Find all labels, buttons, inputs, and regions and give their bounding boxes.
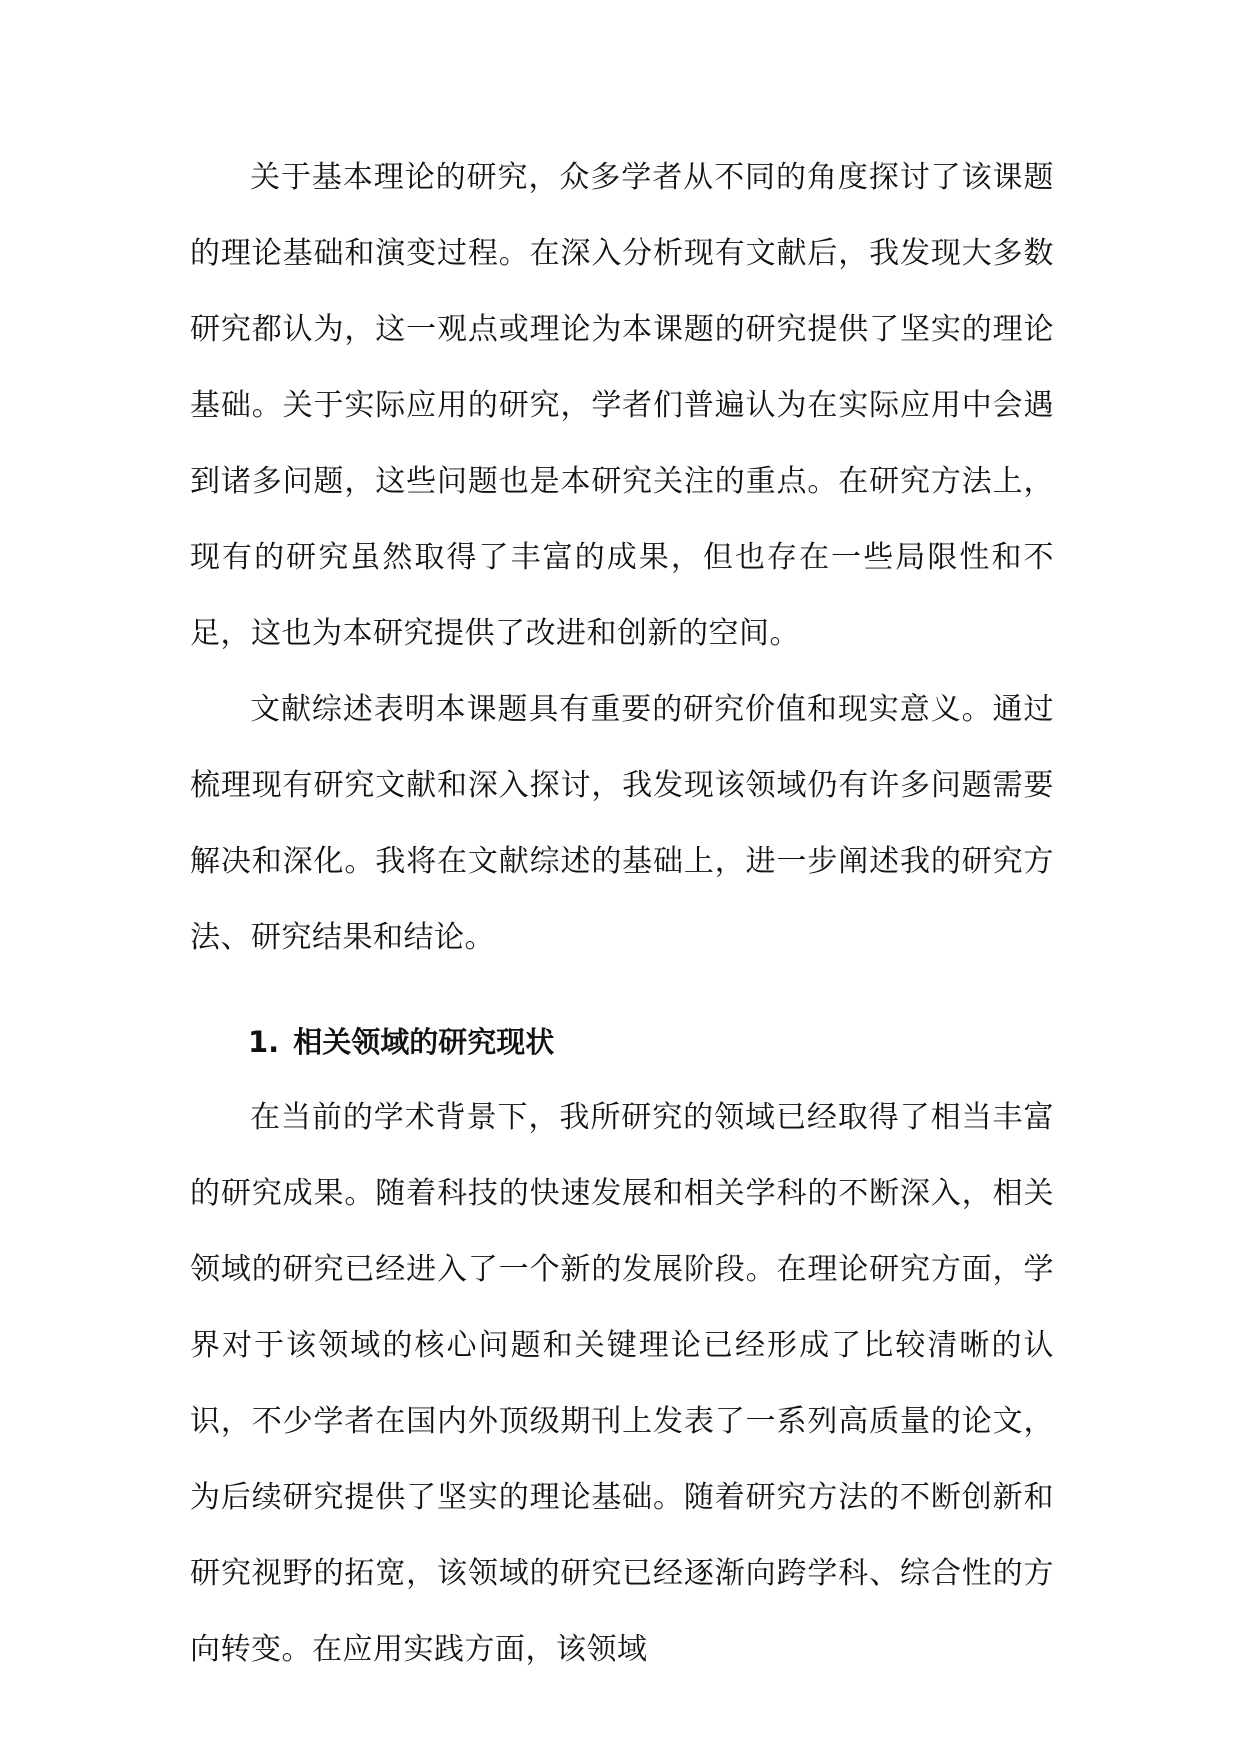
- document-page: [190, 140, 1054, 1688]
- section-number: 1.: [248, 1025, 280, 1059]
- body-paragraph: 在当前的学术背景下，我所研究的领域已经取得了相当丰富的研究成果。随着科技的快速发展和相关学科的不断深入，相关领域的研究已经进入了一个新的发展阶段。在理论研究方面，学界对于该领域的核心问题和关键理论已经形成了比较清晰的认识，不少学者在国内外顶级期刊上发表了一系列高质量的论文，为后续研究提供了坚实的理论基础。随着研究方法的不断创新和研究视野的拓宽，该领域的研究已经逐渐向跨学科、综合性的方向转变。在应用实践方面，该领域: [190, 1100, 1054, 1667]
- body-paragraph: 关于基本理论的研究，众多学者从不同的角度探讨了该课题的理论基础和演变过程。在深入分析现有文献后，我发现大多数研究都认为，这一观点或理论为本课题的研究提供了坚实的理论基础。关于实际应用的研究，学者们普遍认为在实际应用中会遇到诸多问题，这些问题也是本研究关注的重点。在研究方法上，现有的研究虽然取得了丰富的成果，但也存在一些局限性和不足，这也为本研究提供了改进和创新的空间。: [190, 160, 1054, 651]
- section-title: 相关领域的研究现状: [293, 1025, 555, 1059]
- section-heading: [190, 1004, 1054, 1080]
- body-paragraph: 文献综述表明本课题具有重要的研究价值和现实意义。通过梳理现有研究文献和深入探讨，我发现该领域仍有许多问题需要解决和深化。我将在文献综述的基础上，进一步阐述我的研究方法、研究结果和结论。: [190, 692, 1054, 955]
